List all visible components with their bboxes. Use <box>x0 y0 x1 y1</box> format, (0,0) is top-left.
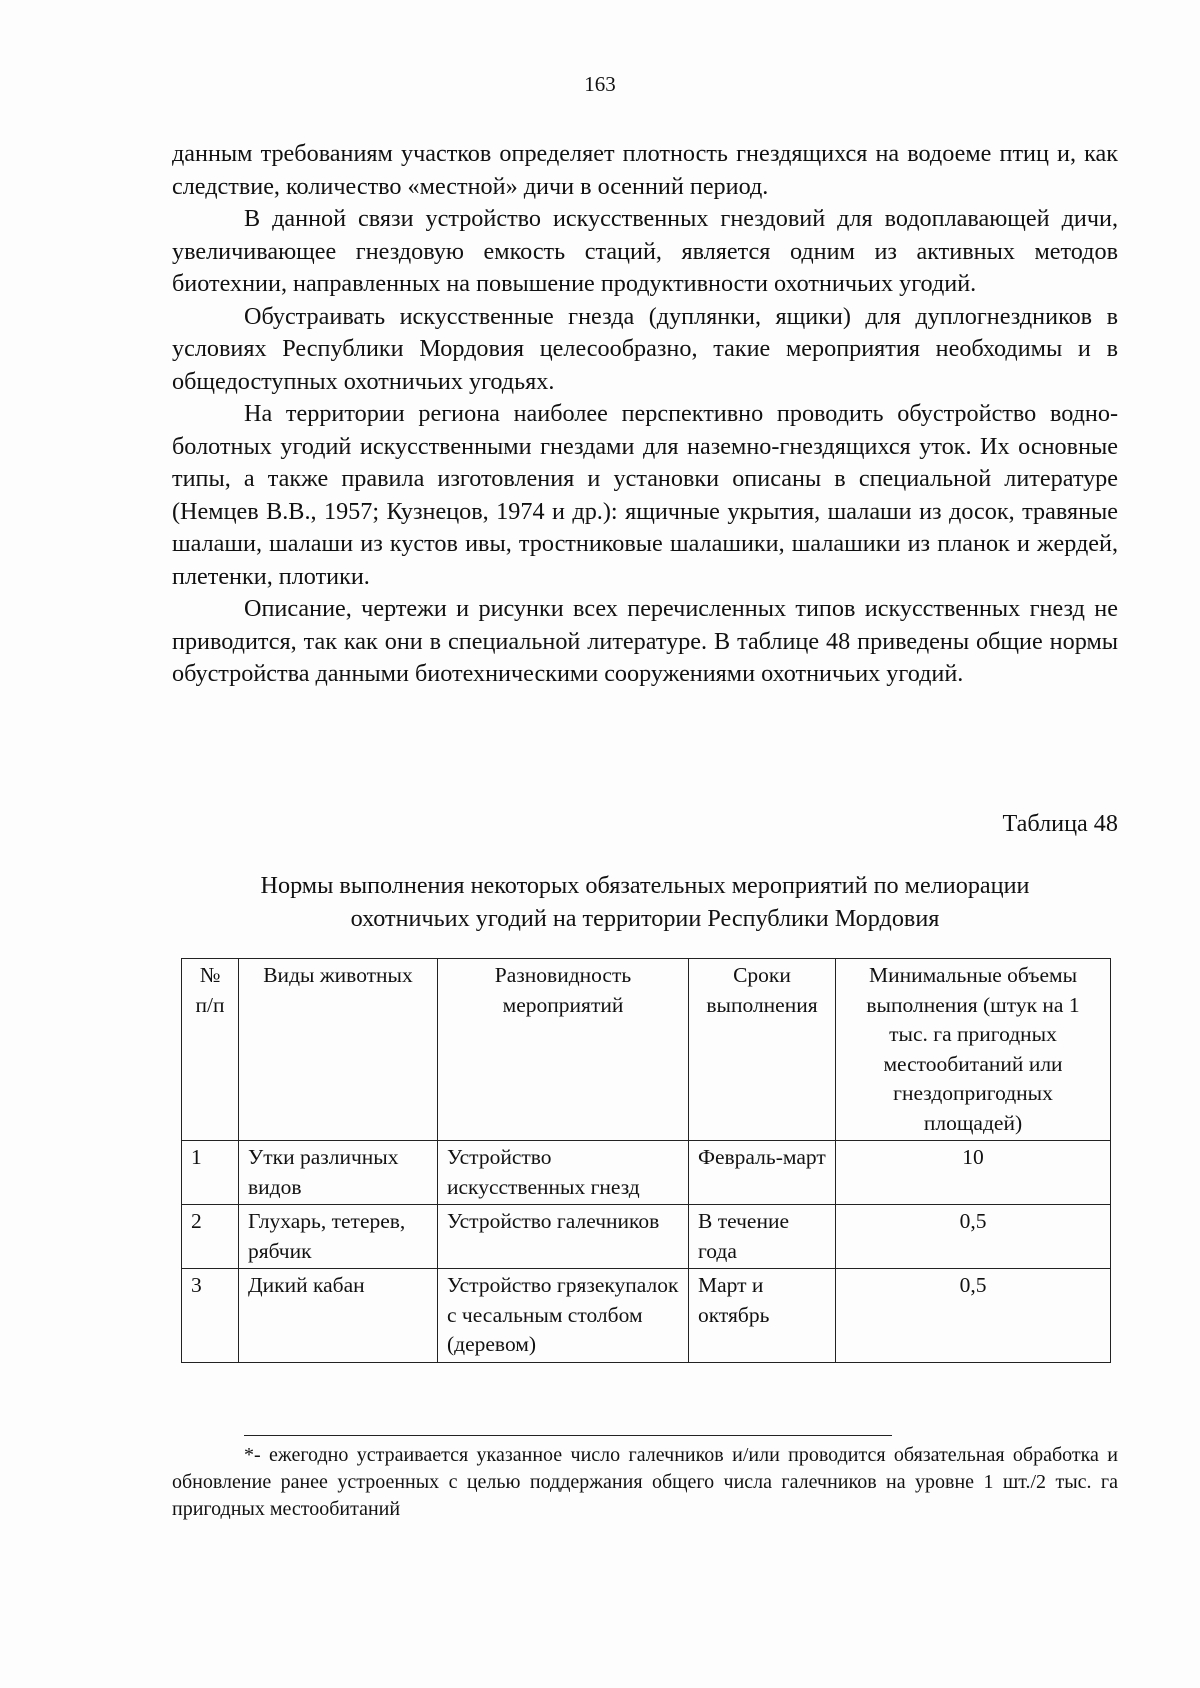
cell-num: 2 <box>182 1205 239 1269</box>
footnote: *- ежегодно устраивается указанное число галечников и/или проводится обязательная обработка и обновление ранее устроенных с целью поддержания общего числа галечников на уровне 1 шт./2 тыс. га пригодных местообитаний <box>172 1444 1118 1520</box>
table-row <box>182 1141 1111 1205</box>
paragraph: В данной связи устройство искусственных гнездовий для водоплавающей дичи, увеличивающее гнездовую емкость стаций, является одним из активных методов биотехнии, направленных на повышение продуктивности охотничьих угодий. <box>172 205 1118 297</box>
paragraph: На территории региона наиболее перспективно проводить обустройство водно-болотных угодий искусственными гнездами для наземно-гнездящихся уток. Их основные типы, а также правила изготовления и установки описаны в специальной литературе (Немцев В.В., 1957; Кузнецов, 1974 и др.): ящичные укрытия, шалаши из досок, травяные шалаши, шалаши из кустов ивы, тростниковые шалашики, шалашики из планок и жердей, плетенки, плотики. <box>172 400 1118 590</box>
paragraph: Описание, чертежи и рисунки всех перечисленных типов искусственных гнезд не приводится, так как они в специальной литературе. В таблице 48 приведены общие нормы обустройства данными биотехническими сооружениями охотничьих угодий. <box>172 595 1118 687</box>
cell-terms: В течение года <box>689 1205 836 1269</box>
norms-table <box>181 958 1111 1363</box>
header-measure: Разновидность мероприятий <box>438 959 689 1141</box>
footnote-divider <box>244 1435 892 1436</box>
cell-terms: Февраль-март <box>689 1141 836 1205</box>
body-text <box>172 138 1118 691</box>
paragraph: данным требованиям участков определяет плотность гнездящихся на водоеме птиц и, как следствие, количество «местной» дичи в осенний период. <box>172 140 1118 200</box>
cell-animal: Глухарь, тетерев, рябчик <box>239 1205 438 1269</box>
table-title-line: охотничьих угодий на территории Республики Мордовия <box>350 904 940 932</box>
cell-volume: 0,5 <box>836 1205 1111 1269</box>
header-volume: Минимальные объемы выполнения (штук на 1 тыс. га пригодных местообитаний или гнездопригодных площадей) <box>836 959 1111 1141</box>
cell-animal: Дикий кабан <box>239 1269 438 1363</box>
header-animal: Виды животных <box>239 959 438 1141</box>
page-number: 163 <box>584 72 616 96</box>
cell-animal: Утки различных видов <box>239 1141 438 1205</box>
table-row <box>182 1205 1111 1269</box>
paragraph: Обустраивать искусственные гнезда (дуплянки, ящики) для дуплогнездников в условиях Республики Мордовия целесообразно, такие мероприятия необходимы и в общедоступных охотничьих угодьях. <box>172 302 1118 395</box>
table-title-line: Нормы выполнения некоторых обязательных мероприятий по мелиорации <box>260 872 1030 899</box>
cell-measure: Устройство искусственных гнезд <box>438 1141 689 1205</box>
table-label: Таблица 48 <box>1002 810 1118 837</box>
table-title <box>172 870 1118 935</box>
table-header-row <box>182 959 1111 1141</box>
cell-terms: Март и октябрь <box>689 1269 836 1363</box>
cell-num: 3 <box>182 1269 239 1363</box>
table-row <box>182 1269 1111 1363</box>
cell-volume: 0,5 <box>836 1269 1111 1363</box>
cell-measure: Устройство галечников <box>438 1205 689 1269</box>
cell-num: 1 <box>182 1141 239 1205</box>
cell-volume: 10 <box>836 1141 1111 1205</box>
cell-measure: Устройство грязекупалок с чесальным столбом (деревом) <box>438 1269 689 1363</box>
header-terms: Сроки выполнения <box>689 959 836 1141</box>
header-num: № п/п <box>182 959 239 1141</box>
